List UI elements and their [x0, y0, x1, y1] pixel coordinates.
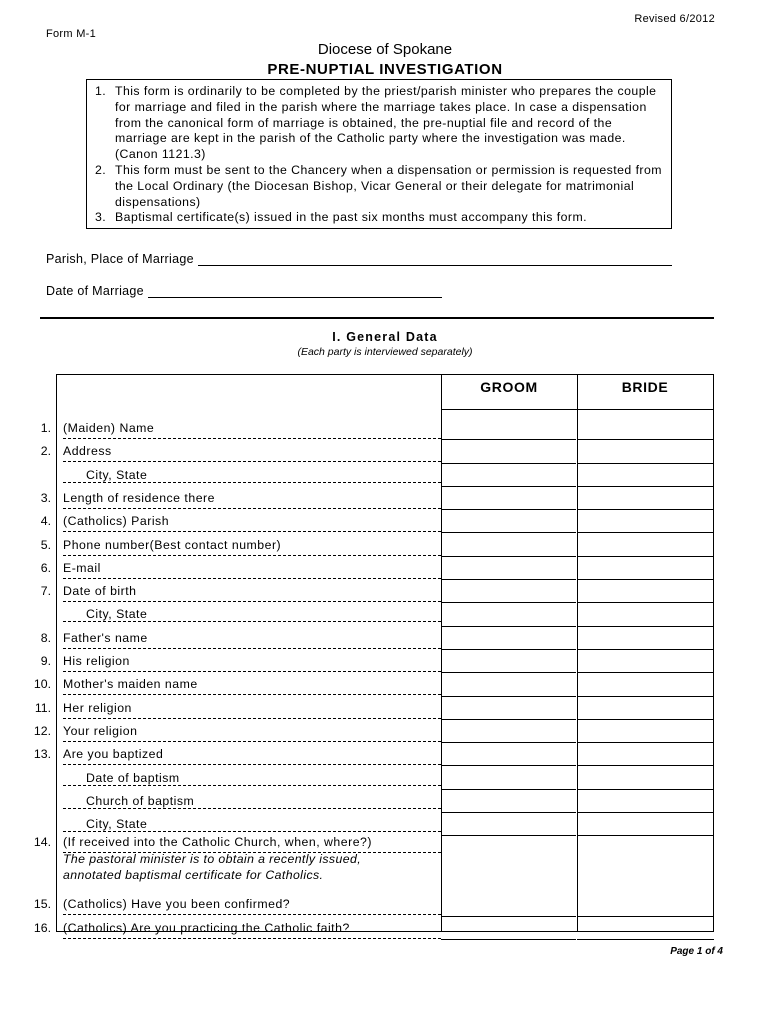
table-row	[0, 650, 770, 673]
row-label: (If received into the Catholic Church, when, where?)	[63, 835, 441, 853]
row-number: 8.	[40, 630, 51, 645]
row-label: (Maiden) Name	[63, 421, 441, 439]
bride-answer-cell[interactable]	[577, 720, 714, 743]
row-number: 6.	[40, 560, 51, 575]
groom-answer-cell[interactable]	[441, 510, 576, 533]
row-label: Are you baptized	[63, 747, 441, 765]
table-row	[0, 580, 770, 603]
groom-answer-cell[interactable]	[441, 580, 576, 603]
bride-answer-cell[interactable]	[577, 767, 714, 790]
groom-answer-cell[interactable]	[441, 464, 576, 487]
instruction-item	[95, 84, 665, 163]
table-row	[0, 464, 770, 487]
instruction-text: Baptismal certificate(s) issued in the past six months must accompany this form.	[115, 210, 588, 225]
instruction-number: 2.	[95, 162, 107, 177]
bride-answer-cell[interactable]	[577, 510, 714, 533]
section-note: (Each party is interviewed separately)	[297, 346, 473, 358]
groom-answer-cell[interactable]	[441, 627, 576, 650]
row-label: Father's name	[63, 631, 441, 649]
bride-answer-cell[interactable]	[577, 917, 714, 940]
section-divider	[40, 317, 714, 319]
row-number: 1.	[40, 421, 51, 435]
row-number: 7.	[40, 584, 51, 599]
table-row	[0, 720, 770, 743]
row-label: (Catholics) Have you been confirmed?	[63, 897, 441, 915]
table-row	[0, 767, 770, 790]
table-row	[0, 673, 770, 696]
bride-answer-cell[interactable]	[577, 440, 714, 463]
table-row	[0, 440, 770, 463]
table-row	[0, 487, 770, 510]
table-row	[0, 893, 770, 916]
section-title: I. General Data	[332, 330, 438, 344]
row-label: E-mail	[63, 561, 441, 579]
instruction-number: 3.	[95, 210, 107, 225]
bride-answer-cell[interactable]	[577, 743, 714, 766]
row-label: (Catholics) Are you practicing the Catholic faith?	[63, 921, 441, 939]
groom-answer-cell[interactable]	[441, 534, 576, 557]
groom-answer-cell[interactable]	[441, 917, 576, 940]
row-label: City, State	[63, 468, 441, 483]
row-number: 9.	[40, 654, 51, 668]
row-label: City, State	[63, 817, 441, 832]
groom-answer-cell[interactable]	[441, 673, 576, 696]
date-input-line[interactable]	[148, 285, 442, 298]
groom-answer-cell[interactable]	[441, 790, 576, 813]
bride-answer-cell[interactable]	[577, 417, 714, 440]
table-row	[0, 743, 770, 766]
groom-answer-cell[interactable]	[441, 743, 576, 766]
page-title: PRE-NUPTIAL INVESTIGATION	[267, 61, 503, 78]
table-row	[0, 557, 770, 580]
row-label: Length of residence there	[63, 491, 441, 509]
row-number: 2.	[40, 444, 51, 459]
row-number: 11.	[34, 700, 51, 715]
instruction-item	[95, 163, 665, 210]
instructions-box	[86, 79, 672, 229]
row-number: 13.	[33, 747, 51, 762]
bride-column-header: BRIDE	[621, 379, 669, 395]
row-label: Her religion	[63, 701, 441, 719]
groom-answer-cell[interactable]	[441, 893, 576, 916]
groom-answer-cell[interactable]	[441, 650, 576, 673]
row-label: Mother's maiden name	[63, 677, 441, 695]
row-label: Address	[63, 444, 441, 462]
bride-answer-cell[interactable]	[577, 627, 714, 650]
row-label: City, State	[63, 607, 441, 622]
bride-answer-cell[interactable]	[577, 790, 714, 813]
groom-answer-cell[interactable]	[441, 440, 576, 463]
row-number: 10.	[33, 677, 51, 692]
groom-answer-cell[interactable]	[441, 557, 576, 580]
row-label: Date of birth	[63, 584, 441, 602]
table-row	[0, 603, 770, 626]
parish-field-row	[46, 252, 672, 266]
baptism-certificate-note: The pastoral minister is to obtain a recently issued, annotated baptismal certificate for Catholics.	[63, 852, 362, 883]
date-field-row	[46, 284, 442, 298]
bride-answer-cell[interactable]	[577, 697, 714, 720]
groom-answer-cell[interactable]	[441, 603, 576, 626]
bride-answer-cell[interactable]	[577, 580, 714, 603]
row-number: 12.	[33, 723, 51, 738]
bride-answer-cell[interactable]	[577, 557, 714, 580]
groom-answer-cell[interactable]	[441, 417, 576, 440]
instruction-number: 1.	[95, 84, 107, 98]
table-row	[0, 534, 770, 557]
row-number: 14.	[33, 835, 51, 850]
row-number: 4.	[40, 514, 51, 529]
row-number: 3.	[40, 490, 51, 505]
diocese-name: Diocese of Spokane	[317, 41, 453, 58]
bride-answer-cell[interactable]	[577, 487, 714, 510]
bride-answer-cell[interactable]	[577, 673, 714, 696]
groom-answer-cell[interactable]	[441, 697, 576, 720]
bride-answer-cell[interactable]	[577, 893, 714, 916]
row-label: Phone number(Best contact number)	[63, 538, 441, 556]
bride-answer-cell[interactable]	[577, 650, 714, 673]
instruction-item	[95, 210, 665, 226]
table-row	[0, 510, 770, 533]
instruction-text: This form must be sent to the Chancery when a dispensation or permission is requested from the Local Ordinary (the Diocesan Bishop, Vicar General or their delegate for matrimonial dispensations)	[115, 162, 662, 209]
row-label: Church of baptism	[63, 794, 441, 809]
row-label: (Catholics) Parish	[63, 514, 441, 532]
bride-answer-cell[interactable]	[577, 464, 714, 487]
row-label: Your religion	[63, 724, 441, 742]
form-number: Form M-1	[46, 28, 97, 40]
header-divider	[441, 409, 713, 410]
groom-answer-cell[interactable]	[441, 767, 576, 790]
page-number: Page 1 of 4	[670, 946, 723, 957]
table-row	[0, 790, 770, 813]
row-number: 15.	[33, 897, 51, 912]
date-label: Date of Marriage	[46, 284, 144, 298]
table-row	[0, 417, 770, 440]
table-row	[0, 917, 770, 940]
row-number: 5.	[40, 537, 51, 552]
groom-answer-cell[interactable]	[441, 720, 576, 743]
parish-input-line[interactable]	[198, 253, 672, 266]
row-label: His religion	[63, 654, 441, 672]
table-row	[0, 697, 770, 720]
revised-date: Revised 6/2012	[634, 13, 715, 25]
row-label: Date of baptism	[63, 771, 441, 786]
bride-answer-cell[interactable]	[577, 534, 714, 557]
row-number: 16.	[33, 920, 51, 935]
parish-label: Parish, Place of Marriage	[46, 252, 194, 266]
instruction-text: This form is ordinarily to be completed by the priest/parish minister who prepares the couple for marriage and filed in the parish where the marriage takes place. In case a dispensation from the canonical form of marriage is obtained, the pre-nuptial file and record of the marriage are kept in the parish of the Catholic party where the investigation was made. (Canon 1121.3)	[115, 84, 657, 162]
groom-answer-cell[interactable]	[441, 487, 576, 510]
groom-column-header: GROOM	[480, 379, 538, 395]
table-row	[0, 627, 770, 650]
bride-answer-cell[interactable]	[577, 603, 714, 626]
